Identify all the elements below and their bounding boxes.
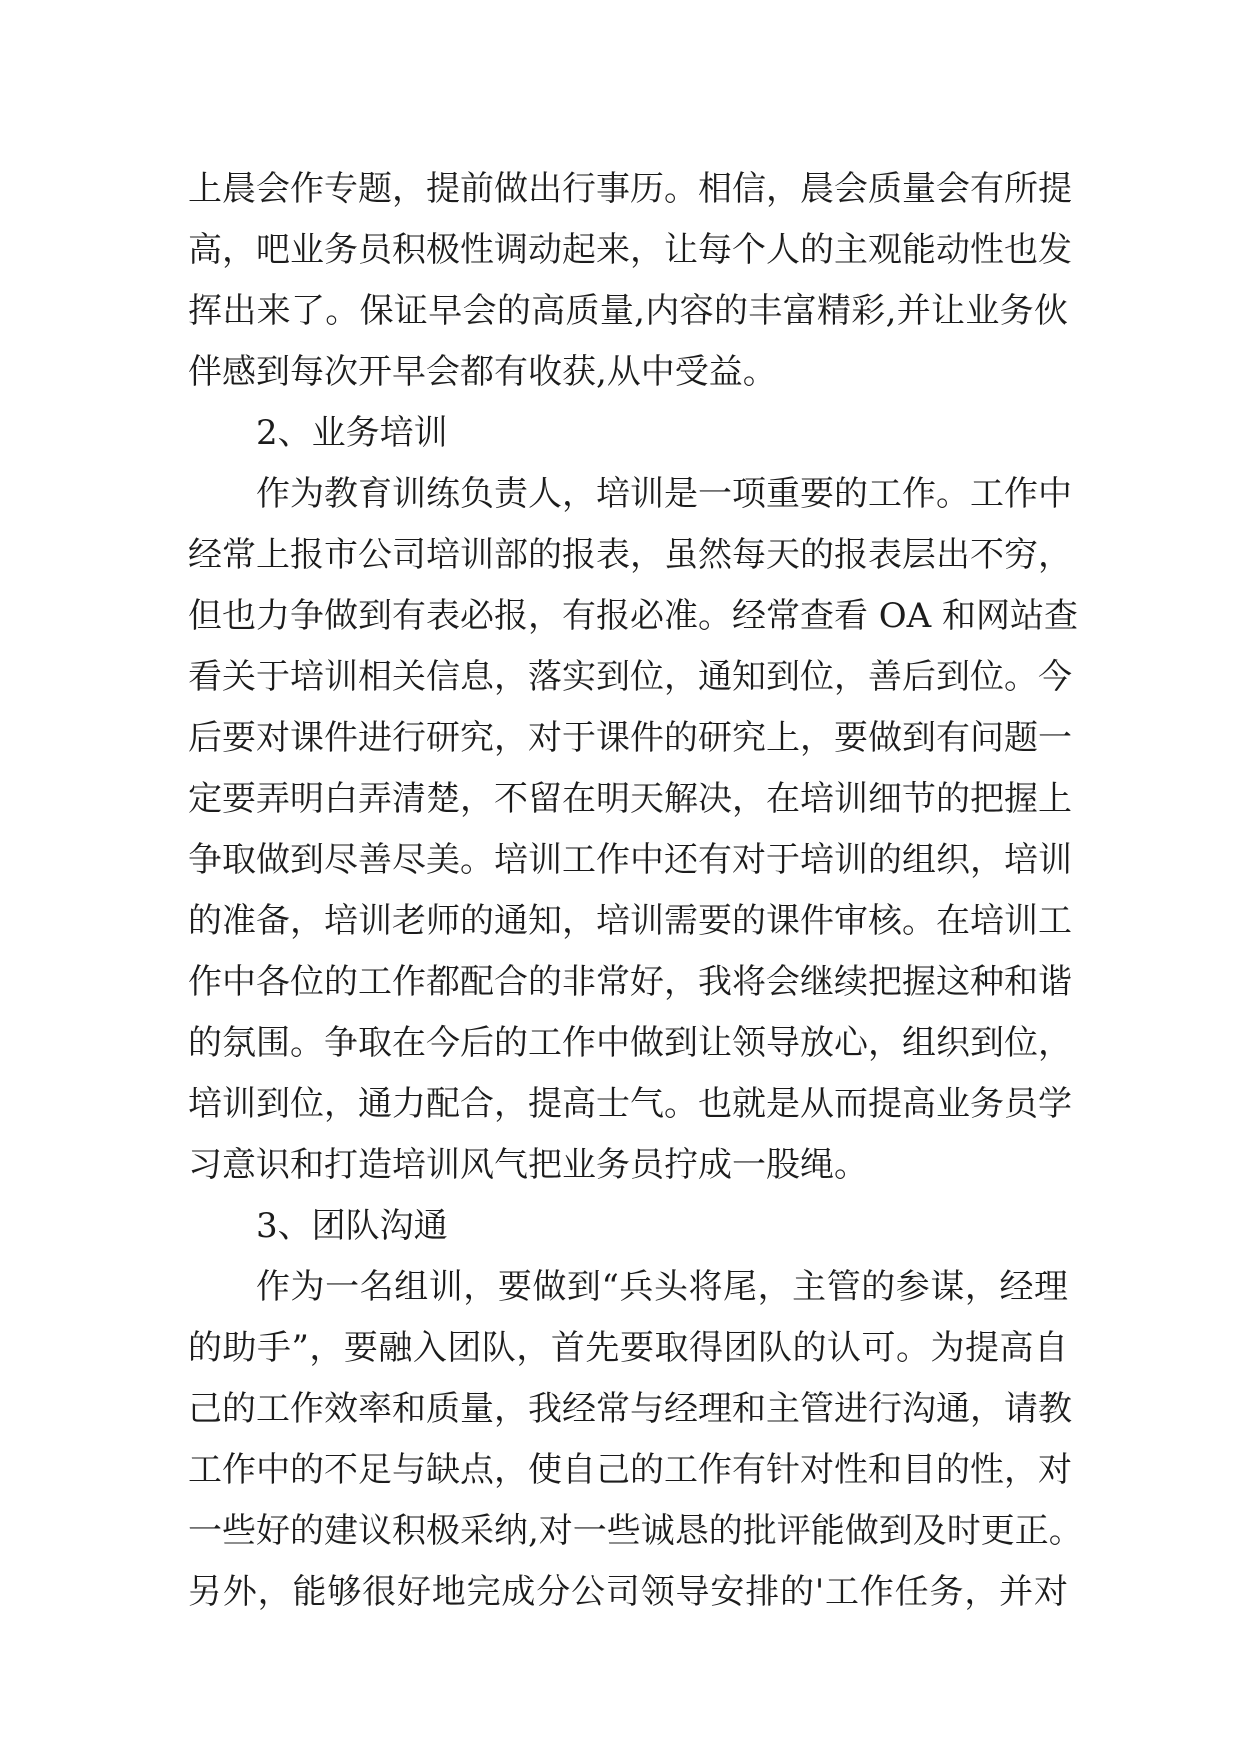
paragraph-line: 定要弄明白弄清楚，不留在明天解决，在培训细节的把握上 [188,779,1072,819]
paragraph-line: 挥出来了。保证早会的高质量,内容的丰富精彩,并让业务伙 [188,291,1068,331]
paragraph-line: 高，吧业务员积极性调动起来，让每个人的主观能动性也发 [188,230,1072,270]
section-heading: 2、业务培训 [256,413,448,453]
paragraph-line: 作中各位的工作都配合的非常好，我将会继续把握这种和谐 [188,962,1072,1002]
paragraph-line: 的准备，培训老师的通知，培训需要的课件审核。在培训工 [188,901,1072,941]
paragraph-line: 后要对课件进行研究，对于课件的研究上，要做到有问题一 [188,718,1072,758]
paragraph-line: 一些好的建议积极采纳,对一些诚恳的批评能做到及时更正。 [188,1511,1083,1551]
paragraph-line: 作为教育训练负责人，培训是一项重要的工作。工作中 [256,474,1072,514]
paragraph-line: 己的工作效率和质量，我经常与经理和主管进行沟通，请教 [188,1389,1072,1429]
paragraph-line: 伴感到每次开早会都有收获,从中受益。 [188,352,777,392]
paragraph-line: 看关于培训相关信息，落实到位，通知到位，善后到位。今 [188,657,1072,697]
paragraph-line: 但也力争做到有表必报，有报必准。经常查看 OA 和网站查 [188,596,1079,636]
section-heading: 3、团队沟通 [256,1206,448,1246]
paragraph-line: 争取做到尽善尽美。培训工作中还有对于培训的组织，培训 [188,840,1072,880]
paragraph-line: 上晨会作专题，提前做出行事历。相信，晨会质量会有所提 [188,169,1072,209]
paragraph-line: 培训到位，通力配合，提高士气。也就是从而提高业务员学 [188,1084,1072,1124]
paragraph-line: 的助手”，要融入团队，首先要取得团队的认可。为提高自 [188,1328,1068,1368]
paragraph-line: 作为一名组训，要做到“兵头将尾，主管的参谋，经理 [256,1267,1068,1307]
paragraph-line: 习意识和打造培训风气把业务员拧成一股绳。 [188,1145,868,1185]
paragraph-line: 的氛围。争取在今后的工作中做到让领导放心，组织到位， [188,1023,1072,1063]
paragraph-line: 经常上报市公司培训部的报表，虽然每天的报表层出不穷， [188,535,1072,575]
paragraph-line: 另外，能够很好地完成分公司领导安排的'工作任务，并对 [188,1572,1068,1612]
paragraph-line: 工作中的不足与缺点，使自己的工作有针对性和目的性，对 [188,1450,1072,1490]
